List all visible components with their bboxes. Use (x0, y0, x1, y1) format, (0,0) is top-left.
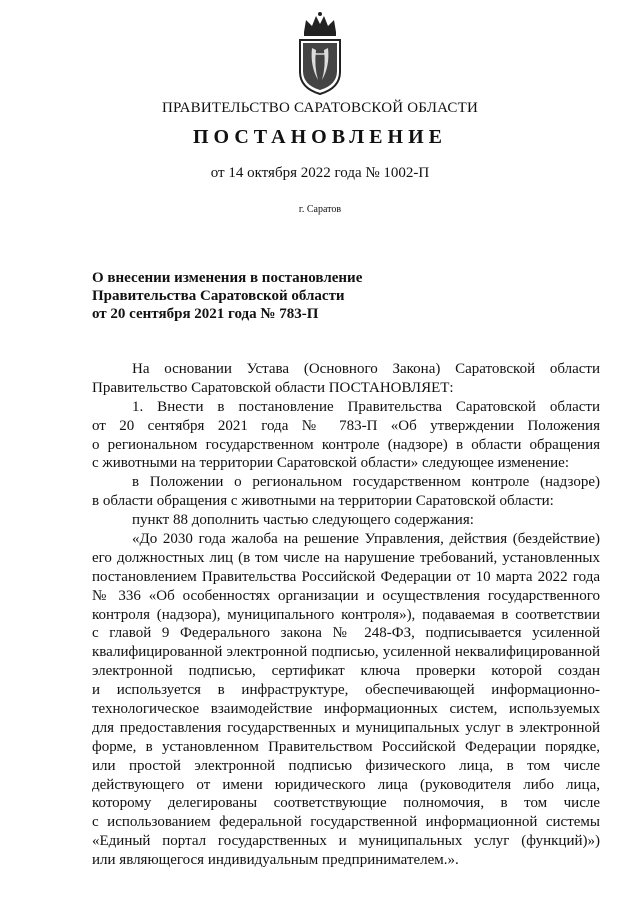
coat-of-arms-emblem (292, 10, 348, 96)
subject-line: Правительства Саратовской области (92, 288, 345, 304)
body-line: «До 2030 года жалоба на решение Управления, действия (бездействие) (132, 531, 600, 548)
document-type: ПОСТАНОВЛЕНИЕ (193, 126, 447, 148)
body-line: электронной подписью, сертификат ключа проверки которой создан (92, 663, 600, 680)
body-line: от 20 сентября 2021 года № 783-П «Об утверждении Положения (92, 417, 600, 434)
body-line: которому делегированы соответствующие полномочия, в том числе (92, 795, 600, 812)
body-line: Правительство Саратовской области ПОСТАНОВЛЯЕТ: (92, 379, 454, 396)
body-line: его должностных лиц (в том числе на нарушение требований, установленных (92, 549, 600, 566)
government-name: ПРАВИТЕЛЬСТВО САРАТОВСКОЙ ОБЛАСТИ (161, 100, 479, 116)
body-line: о региональном государственном контроле (надзоре) в области обращения (92, 436, 600, 453)
body-line: 1. Внести в постановление Правительства Саратовской области (132, 398, 600, 415)
body-line: «Единый портал государственных и муниципальных услуг (функций)») (92, 833, 600, 850)
document-subject (92, 269, 412, 323)
body-line: пункт 88 дополнить частью следующего содержания: (132, 512, 474, 529)
body-line: с использованием федеральной государственной информационной системы (92, 814, 600, 831)
body-line: и используется в инфраструктуре, обеспечивающей информационно- (92, 682, 600, 699)
body-line: для предоставления государственных и муниципальных услуг в электронной (92, 719, 600, 736)
document-date-number: от 14 октября 2022 года № 1002-П (210, 165, 430, 181)
body-line: На основании Устава (Основного Закона) Саратовской области (132, 361, 600, 377)
body-line: или являющегося индивидуальным предпринимателем.». (92, 852, 459, 869)
body-line: постановлением Правительства Российской Федерации от 10 марта 2022 года (92, 568, 600, 585)
body-line: или простой электронной подписью физического лица, в том числе (92, 757, 600, 774)
body-line: квалифицированной электронной подписью, усиленной неквалифицированной (92, 644, 600, 661)
body-line: с главой 9 Федерального закона № 248-ФЗ, подписывается усиленной (92, 625, 600, 642)
body-line: действующего от имени юридического лица (руководителя либо лица, (92, 776, 600, 793)
body-line: № 336 «Об особенностях организации и осуществления государственного (92, 587, 600, 604)
subject-line: О внесении изменения в постановление (92, 270, 363, 286)
body-line: технологическое взаимодействие информационных систем, используемых (92, 701, 600, 718)
body-line: контроля (надзора), муниципального контроля»), подаваемая в соответствии (92, 606, 600, 623)
body-line: в области обращения с животными на территории Саратовской области: (92, 493, 554, 510)
body-line: в Положении о региональном государственном контроле (надзоре) (132, 474, 600, 491)
document-body (92, 360, 600, 870)
body-line: с животными на территории Саратовской области» следующее изменение: (92, 455, 569, 472)
body-line: форме, в установленном Правительством Российской Федерации порядке, (92, 738, 600, 755)
subject-line: от 20 сентября 2021 года № 783-П (92, 306, 319, 322)
document-city: г. Саратов (298, 204, 342, 215)
